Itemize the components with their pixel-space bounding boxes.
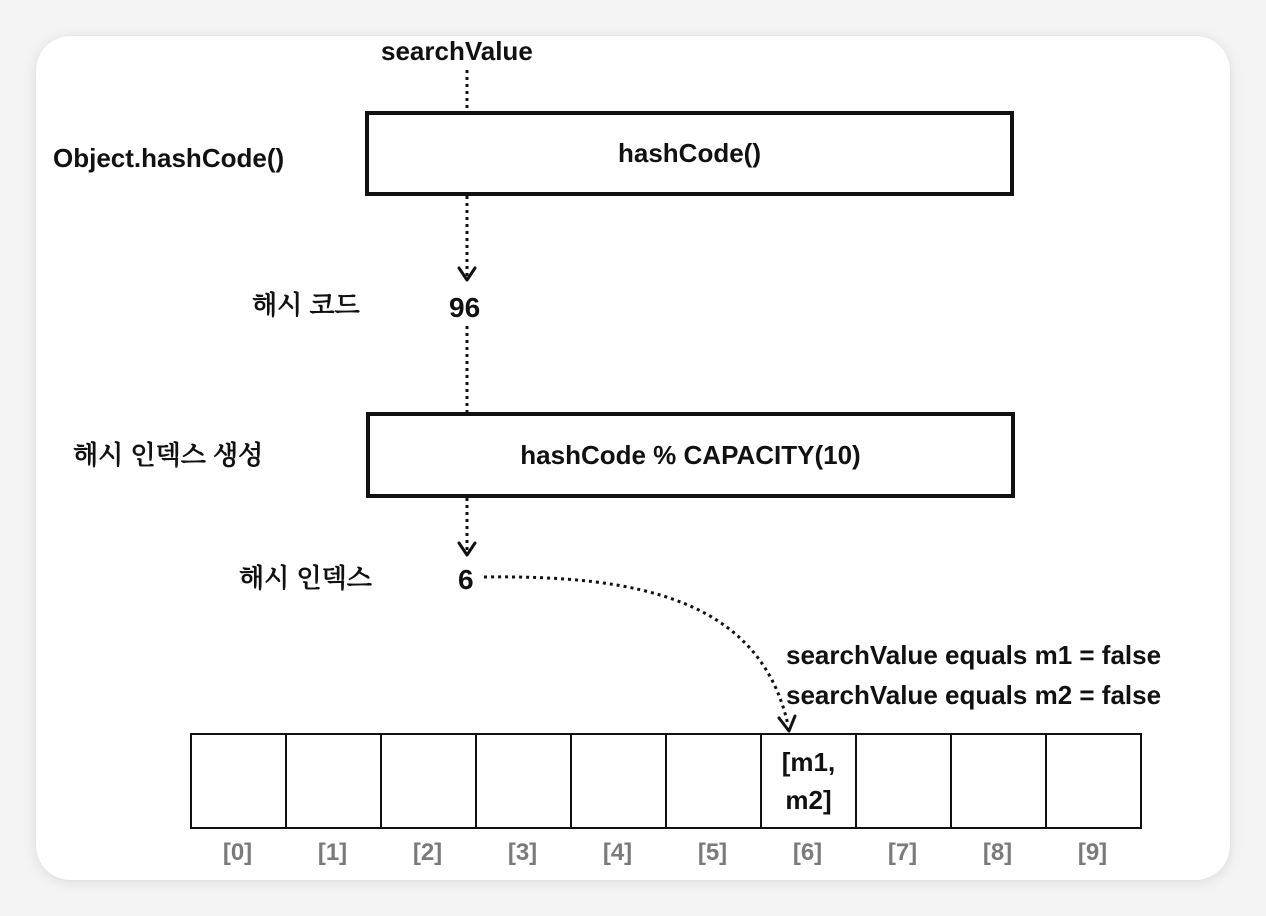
array-cell-7 [855, 733, 952, 829]
modulo-box [366, 412, 1015, 498]
index-label-0: [0] [222, 839, 253, 866]
comparison-m2: searchValue equals m2 = false [786, 680, 1162, 710]
comparison-m1: searchValue equals m1 = false [786, 640, 1162, 670]
index-label-3: [3] [507, 839, 538, 866]
hash-index-value: 6 [458, 564, 474, 595]
index-label-9: [9] [1077, 839, 1108, 866]
hash-code-label: 해시 코드 [252, 290, 360, 320]
index-label-1: [1] [317, 839, 348, 866]
index-label-8: [8] [982, 839, 1013, 866]
array-cell-5 [665, 733, 762, 829]
search-value-label: searchValue [381, 36, 533, 66]
array-cell-9 [1045, 733, 1142, 829]
modulo-box-text: hashCode % CAPACITY(10) [520, 439, 861, 470]
connector-6-to-bucket [484, 577, 788, 725]
array-cell-3 [475, 733, 572, 829]
object-hashcode-label: Object.hashCode() [53, 143, 285, 173]
hashcode-box-text: hashCode() [618, 138, 761, 168]
array-cell-2 [380, 733, 477, 829]
array-cell-0 [190, 733, 287, 829]
index-label-6: [6] [792, 839, 823, 866]
index-label-5: [5] [697, 839, 728, 866]
array-cell-6 [760, 733, 857, 829]
index-label-7: [7] [887, 839, 918, 866]
array-cell-6-content: [m1, m2] [781, 747, 836, 815]
array-cell-4 [570, 733, 667, 829]
index-gen-label: 해시 인덱스 생성 [73, 440, 264, 470]
array-cell-1 [285, 733, 382, 829]
hashcode-box [365, 111, 1014, 196]
arrowhead-to-bucket [779, 716, 795, 731]
index-label-4: [4] [602, 839, 633, 866]
hash-code-value: 96 [449, 292, 481, 323]
array-cell-8 [950, 733, 1047, 829]
hash-index-label: 해시 인덱스 [239, 563, 372, 593]
index-label-2: [2] [412, 839, 443, 866]
